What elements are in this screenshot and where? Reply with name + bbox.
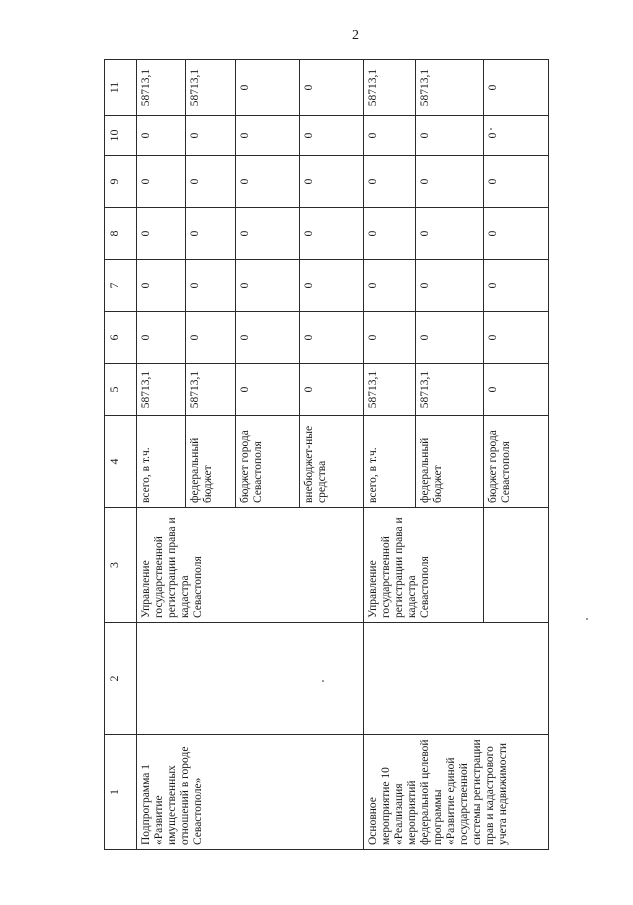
value-cell: 0 [186, 156, 235, 208]
value-cell: 0 [483, 156, 548, 208]
value-cell: 0 [483, 60, 548, 116]
value-cell: 58713,1 [416, 60, 484, 116]
funding-source-cell: внебюджет-ные средства [299, 416, 363, 508]
header-cell: 7 [105, 260, 137, 312]
value-cell: 0 [363, 312, 415, 364]
header-cell: 8 [105, 208, 137, 260]
value-cell: 58713,1 [363, 364, 415, 416]
rotated-table-container [104, 60, 549, 850]
funding-source-cell: федеральный бюджет [416, 416, 484, 508]
header-cell: 11 [105, 60, 137, 116]
header-cell: 6 [105, 312, 137, 364]
value-cell: 0 [235, 260, 299, 312]
value-cell: 0 [416, 260, 484, 312]
value-cell: 0 [235, 116, 299, 156]
value-cell: 0 [363, 156, 415, 208]
scan-speck [322, 680, 324, 682]
value-cell: 0 [235, 312, 299, 364]
column-2-cell [363, 623, 548, 735]
value-cell: 0 [299, 312, 363, 364]
header-cell: 5 [105, 364, 137, 416]
empty-executor-cell [483, 508, 548, 623]
funding-source-cell: бюджет города Севастополя [483, 416, 548, 508]
value-cell: 0 [299, 60, 363, 116]
value-cell: 0 [186, 116, 235, 156]
value-cell: 0 [299, 156, 363, 208]
table-row [363, 60, 415, 850]
section-name-cell: Подпрограмма 1 «Развитие имущественных отношений в городе Севастополе» [137, 735, 364, 850]
value-cell: 0 [186, 312, 235, 364]
value-cell: 0 [299, 260, 363, 312]
value-cell: 0 [416, 312, 484, 364]
value-cell: 58713,1 [137, 364, 186, 416]
value-cell: 58713,1 [363, 60, 415, 116]
value-cell: 0 [363, 260, 415, 312]
funding-source-cell: федеральный бюджет [186, 416, 235, 508]
value-cell: 0 [235, 156, 299, 208]
header-cell: 2 [105, 623, 137, 735]
executor-cell: Управление государственной регистрации права и кадастра Севастополя [137, 508, 364, 623]
value-cell: 0 [299, 116, 363, 156]
value-cell: 0 [137, 156, 186, 208]
section-name-cell: Основное мероприятие 10 «Реализация мероприятий федеральной целевой программы «Развитие единой государственной системы регистрации прав и кадастрового учета недвижимости [363, 735, 548, 850]
value-cell: 0 [137, 260, 186, 312]
funding-source-cell: бюджет города Севастополя [235, 416, 299, 508]
value-cell: 0 [483, 116, 548, 156]
value-cell: 58713,1 [186, 364, 235, 416]
scan-speck [586, 618, 588, 620]
value-cell: 0 [235, 364, 299, 416]
value-cell: 0 [235, 208, 299, 260]
value-cell: 0 [483, 260, 548, 312]
value-cell: 0 [235, 60, 299, 116]
page-number: 2 [352, 28, 359, 43]
header-cell: 3 [105, 508, 137, 623]
value-cell: 0 [137, 208, 186, 260]
value-cell: 0 [483, 312, 548, 364]
executor-cell: Управление государственной регистрации права и кадастра Севастополя [363, 508, 483, 623]
value-cell: 0 [186, 208, 235, 260]
header-cell: 10 [105, 116, 137, 156]
table-row [137, 60, 186, 850]
value-cell: 0 [299, 364, 363, 416]
header-cell: 1 [105, 735, 137, 850]
value-cell: 0 [483, 364, 548, 416]
budget-table [104, 59, 549, 850]
value-cell: 58713,1 [416, 364, 484, 416]
value-cell: 58713,1 [137, 60, 186, 116]
value-cell: 0 [363, 208, 415, 260]
value-cell: 0 [137, 312, 186, 364]
value-cell: 0 [416, 156, 484, 208]
header-cell: 4 [105, 416, 137, 508]
value-cell: 0 [186, 260, 235, 312]
column-2-cell [137, 623, 364, 735]
value-cell: 58713,1 [186, 60, 235, 116]
value-cell: 0 [416, 116, 484, 156]
funding-source-cell: всего, в т.ч. [137, 416, 186, 508]
header-cell: 9 [105, 156, 137, 208]
value-cell: 0 [483, 208, 548, 260]
table-header-row [105, 60, 137, 850]
value-cell: 0 [363, 116, 415, 156]
value-cell: 0 [416, 208, 484, 260]
value-cell: 0 [299, 208, 363, 260]
funding-source-cell: всего, в т.ч. [363, 416, 415, 508]
value-cell: 0 [137, 116, 186, 156]
scan-speck [490, 128, 492, 130]
